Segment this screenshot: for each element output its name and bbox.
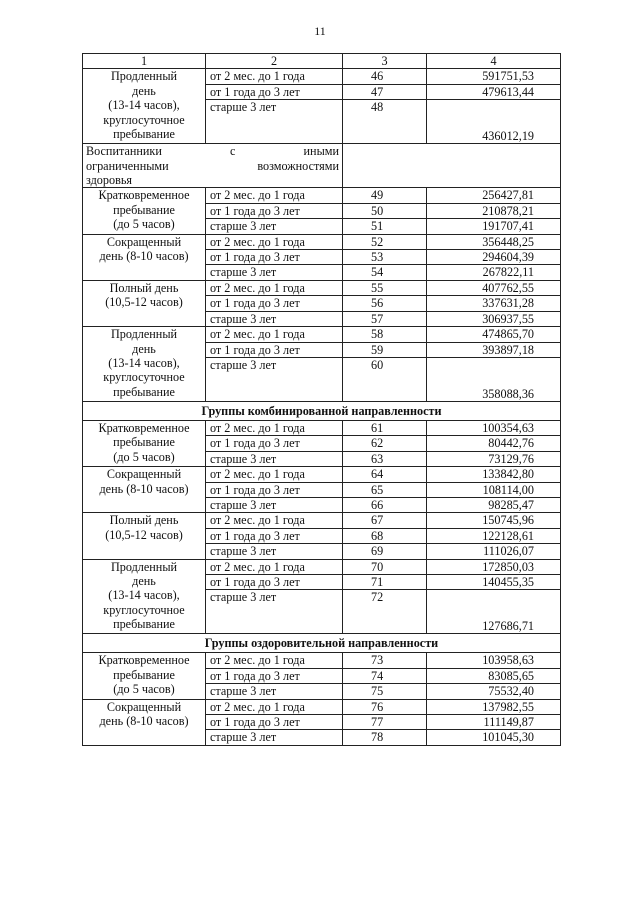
amount-cell: 256427,81: [427, 188, 561, 203]
row-number-cell: 77: [343, 715, 427, 730]
age-group-cell: старше 3 лет: [206, 265, 343, 280]
table-row: [83, 420, 561, 435]
row-number-cell: 70: [343, 559, 427, 574]
header-col-2: 2: [206, 54, 343, 69]
header-col-4: 4: [427, 54, 561, 69]
age-group-cell: старше 3 лет: [206, 590, 343, 634]
row-number-cell: 51: [343, 219, 427, 234]
group-label: Сокращенный день (8-10 часов): [83, 467, 206, 513]
row-number-cell: 69: [343, 544, 427, 559]
age-group-cell: от 2 мес. до 1 года: [206, 420, 343, 435]
table-row: [83, 467, 561, 482]
ovz-row: [83, 144, 561, 188]
table-row: [83, 559, 561, 574]
row-number-cell: 78: [343, 730, 427, 745]
age-group-cell: старше 3 лет: [206, 730, 343, 745]
row-number-cell: 59: [343, 342, 427, 357]
row-number-cell: 76: [343, 699, 427, 714]
row-number-cell: 54: [343, 265, 427, 280]
age-group-cell: от 1 года до 3 лет: [206, 574, 343, 589]
row-number-cell: 63: [343, 451, 427, 466]
row-number-cell: 64: [343, 467, 427, 482]
row-number-cell: 48: [343, 100, 427, 144]
age-group-cell: старше 3 лет: [206, 451, 343, 466]
row-number-cell: 73: [343, 653, 427, 668]
age-group-cell: старше 3 лет: [206, 100, 343, 144]
section-title-row: [83, 634, 561, 653]
amount-cell: 140455,35: [427, 574, 561, 589]
table-row: [83, 327, 561, 342]
age-group-cell: от 2 мес. до 1 года: [206, 467, 343, 482]
ovz-label-line: ограниченными возможностями: [86, 158, 339, 173]
age-group-cell: от 1 года до 3 лет: [206, 84, 343, 99]
amount-cell: 267822,11: [427, 265, 561, 280]
table-row: [83, 699, 561, 714]
group-label: Сокращенный день (8-10 часов): [83, 699, 206, 745]
table-row: [83, 188, 561, 203]
amount-cell: 191707,41: [427, 219, 561, 234]
group-label: Кратковременное пребывание (до 5 часов): [83, 653, 206, 699]
age-group-cell: старше 3 лет: [206, 357, 343, 401]
table-row: [83, 280, 561, 295]
amount-cell: 83085,65: [427, 668, 561, 683]
row-number-cell: 71: [343, 574, 427, 589]
amount-cell: 306937,55: [427, 311, 561, 326]
age-group-cell: старше 3 лет: [206, 544, 343, 559]
amount-cell: 591751,53: [427, 69, 561, 84]
group-label: Продленный день (13-14 часов), круглосуточное пребывание: [83, 559, 206, 634]
amount-cell: 127686,71: [427, 590, 561, 634]
age-group-cell: от 2 мес. до 1 года: [206, 559, 343, 574]
header-col-3: 3: [343, 54, 427, 69]
group-label: Сокращенный день (8-10 часов): [83, 234, 206, 280]
group-label: Полный день (10,5-12 часов): [83, 280, 206, 326]
amount-cell: 80442,76: [427, 436, 561, 451]
row-number-cell: 74: [343, 668, 427, 683]
group-label: Полный день (10,5-12 часов): [83, 513, 206, 559]
amount-cell: 356448,25: [427, 234, 561, 249]
amount-cell: 98285,47: [427, 497, 561, 512]
amount-cell: 111026,07: [427, 544, 561, 559]
age-group-cell: старше 3 лет: [206, 497, 343, 512]
amount-cell: 133842,80: [427, 467, 561, 482]
group-label: Продленный день (13-14 часов), круглосуточное пребывание: [83, 69, 206, 144]
row-number-cell: 55: [343, 280, 427, 295]
row-number-cell: 47: [343, 84, 427, 99]
age-group-cell: от 1 года до 3 лет: [206, 528, 343, 543]
age-group-cell: от 1 года до 3 лет: [206, 436, 343, 451]
age-group-cell: от 2 мес. до 1 года: [206, 280, 343, 295]
age-group-cell: от 1 года до 3 лет: [206, 296, 343, 311]
table-row: [83, 69, 561, 84]
amount-cell: 73129,76: [427, 451, 561, 466]
group-label: Продленный день (13-14 часов), круглосуточное пребывание: [83, 327, 206, 402]
age-group-cell: старше 3 лет: [206, 219, 343, 234]
age-group-cell: от 1 года до 3 лет: [206, 482, 343, 497]
amount-cell: 101045,30: [427, 730, 561, 745]
row-number-cell: 61: [343, 420, 427, 435]
header-row: [83, 54, 561, 69]
age-group-cell: старше 3 лет: [206, 684, 343, 699]
row-number-cell: 65: [343, 482, 427, 497]
tariff-table: [82, 53, 561, 746]
row-number-cell: 50: [343, 203, 427, 218]
ovz-label: [83, 144, 343, 188]
header-col-1: 1: [83, 54, 206, 69]
row-number-cell: 53: [343, 250, 427, 265]
age-group-cell: от 2 мес. до 1 года: [206, 513, 343, 528]
section-title: Группы оздоровительной направленности: [83, 634, 561, 653]
ovz-label-line: Воспитанники с иными: [86, 144, 339, 159]
age-group-cell: от 1 года до 3 лет: [206, 668, 343, 683]
amount-cell: 111149,87: [427, 715, 561, 730]
age-group-cell: от 1 года до 3 лет: [206, 342, 343, 357]
age-group-cell: от 2 мес. до 1 года: [206, 327, 343, 342]
row-number-cell: 67: [343, 513, 427, 528]
section-title: Группы комбинированной направленности: [83, 401, 561, 420]
row-number-cell: 52: [343, 234, 427, 249]
group-label: Кратковременное пребывание (до 5 часов): [83, 420, 206, 466]
amount-cell: 108114,00: [427, 482, 561, 497]
row-number-cell: 62: [343, 436, 427, 451]
amount-cell: 103958,63: [427, 653, 561, 668]
table-row: [83, 653, 561, 668]
amount-cell: 75532,40: [427, 684, 561, 699]
row-number-cell: 72: [343, 590, 427, 634]
age-group-cell: от 2 мес. до 1 года: [206, 188, 343, 203]
age-group-cell: от 1 года до 3 лет: [206, 250, 343, 265]
table-row: [83, 234, 561, 249]
age-group-cell: от 2 мес. до 1 года: [206, 699, 343, 714]
amount-cell: 100354,63: [427, 420, 561, 435]
group-label: Кратковременное пребывание (до 5 часов): [83, 188, 206, 234]
row-number-cell: 56: [343, 296, 427, 311]
amount-cell: 172850,03: [427, 559, 561, 574]
row-number-cell: 75: [343, 684, 427, 699]
amount-cell: 358088,36: [427, 357, 561, 401]
amount-cell: 337631,28: [427, 296, 561, 311]
age-group-cell: от 2 мес. до 1 года: [206, 653, 343, 668]
row-number-cell: 60: [343, 357, 427, 401]
amount-cell: 150745,96: [427, 513, 561, 528]
row-number-cell: 46: [343, 69, 427, 84]
page-number: 11: [314, 24, 326, 38]
section-title-row: [83, 401, 561, 420]
amount-cell: 393897,18: [427, 342, 561, 357]
table-row: [83, 513, 561, 528]
row-number-cell: 58: [343, 327, 427, 342]
amount-cell: 137982,55: [427, 699, 561, 714]
amount-cell: 436012,19: [427, 100, 561, 144]
amount-cell: 474865,70: [427, 327, 561, 342]
age-group-cell: от 2 мес. до 1 года: [206, 234, 343, 249]
amount-cell: 479613,44: [427, 84, 561, 99]
row-number-cell: 68: [343, 528, 427, 543]
age-group-cell: от 2 мес. до 1 года: [206, 69, 343, 84]
ovz-empty-cell: [343, 144, 561, 188]
row-number-cell: 49: [343, 188, 427, 203]
amount-cell: 294604,39: [427, 250, 561, 265]
amount-cell: 407762,55: [427, 280, 561, 295]
ovz-label-line: здоровья: [86, 173, 132, 188]
age-group-cell: от 1 года до 3 лет: [206, 203, 343, 218]
age-group-cell: старше 3 лет: [206, 311, 343, 326]
amount-cell: 210878,21: [427, 203, 561, 218]
row-number-cell: 57: [343, 311, 427, 326]
row-number-cell: 66: [343, 497, 427, 512]
amount-cell: 122128,61: [427, 528, 561, 543]
age-group-cell: от 1 года до 3 лет: [206, 715, 343, 730]
